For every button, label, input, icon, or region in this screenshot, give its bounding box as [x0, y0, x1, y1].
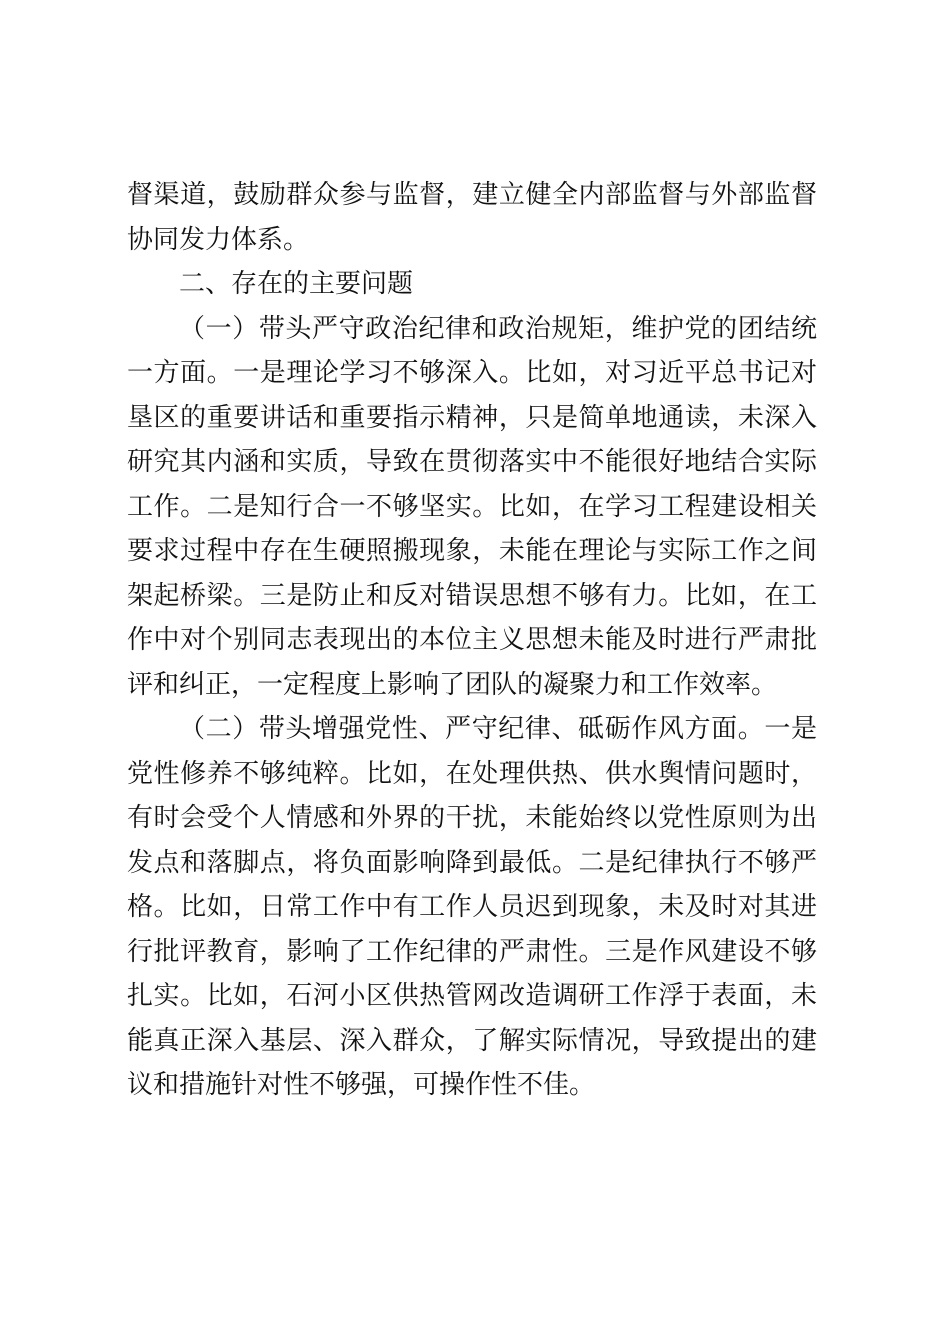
paragraph-section-2: （二）带头增强党性、严守纪律、砥砺作风方面。一是党性修养不够纯粹。比如，在处理供热、供水舆情问题时，有时会受个人情感和外界的干扰，未能始终以党性原则为出发点和落脚点，将负面影响降到最低。二是纪律执行不够严格。比如，日常工作中有工作人员迟到现象，未及时对其进行批评教育，影响了工作纪律的严肃性。三是作风建设不够扎实。比如，石河小区供热管网改造调研工作浮于表面，未能真正深入基层、深入群众，了解实际情况，导致提出的建议和措施针对性不够强，可操作性不佳。: [127, 714, 817, 1100]
paragraph-section-1: （一）带头严守政治纪律和政治规矩，维护党的团结统一方面。一是理论学习不够深入。比如，对习近平总书记对垦区的重要讲话和重要指示精神，只是简单地通读，未深入研究其内涵和实质，导致在贯彻落实中不能很好地结合实际工作。二是知行合一不够坚实。比如，在学习工程建设相关要求过程中存在生硬照搬现象，未能在理论与实际工作之间架起桥梁。三是防止和反对错误思想不够有力。比如，在工作中对个别同志表现出的本位主义思想未能及时进行严肃批评和纠正，一定程度上影响了团队的凝聚力和工作效率。: [127, 313, 817, 700]
document-body: [127, 173, 817, 1108]
paragraph-continuation: 督渠道，鼓励群众参与监督，建立健全内部监督与外部监督协同发力体系。: [127, 180, 817, 255]
section-heading: 二、存在的主要问题: [179, 269, 414, 299]
